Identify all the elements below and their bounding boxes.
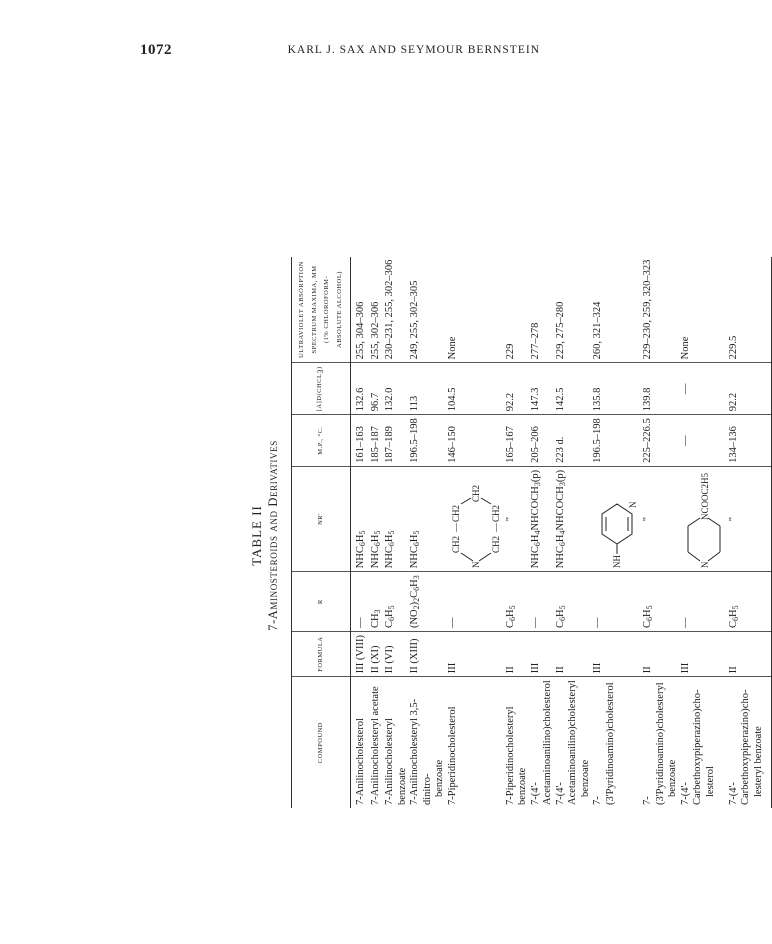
uv-cell: None [680, 257, 728, 363]
mp-cell: 225–226.5 [642, 415, 680, 467]
table-row [505, 257, 530, 808]
table-row [530, 257, 555, 808]
compound-name: 7-Piperidinocholesteryl benzoate [504, 706, 528, 805]
alpha-cell: 132.6 [351, 363, 370, 415]
compound-name-continued: benzoate [579, 759, 591, 797]
mp-cell: — [680, 415, 728, 467]
column-header: R [292, 572, 351, 632]
table-row [728, 257, 772, 808]
uv-cell: 229 [505, 257, 530, 363]
column-header: NR' [292, 466, 351, 571]
r-cell: — [351, 572, 370, 632]
mp-cell: 134–136 [728, 415, 772, 467]
nr-cell: $NHC_6H_4NHCOCH_3(p)$ [530, 466, 555, 571]
alpha-cell: 113 [409, 363, 447, 415]
table-row [370, 257, 385, 808]
ring-atom-n: N [628, 501, 638, 509]
formula-cell: III (VIII) [351, 632, 370, 677]
page-number: 1072 [140, 42, 172, 58]
compound-name: 7-(4'-Carbethoxypiperazino)cho- [679, 689, 703, 805]
uv-cell: 230–231, 255, 302–306 [384, 257, 409, 363]
alpha-cell: 92.2 [728, 363, 772, 415]
nr-cell: " [642, 466, 680, 571]
compound-name: 7-(4'-Carbethoxypiperazino)cho- [727, 689, 751, 805]
formula-cell: II [728, 632, 772, 677]
table-title: 7-Aminosteroids and Derivatives [266, 440, 280, 631]
alpha-cell: 139.8 [642, 363, 680, 415]
page-header [140, 42, 540, 64]
r-cell: — [680, 572, 728, 632]
compound-name: 7-(3'Pyridinoamino)cholesteryl [642, 682, 666, 805]
r-cell: $C_6H_5$ [505, 572, 530, 632]
piperidine-ring-structure [449, 478, 503, 568]
r-cell: — [530, 572, 555, 632]
ring-atom-n: N [699, 561, 710, 569]
formula-cell: III [592, 632, 642, 677]
uv-cell: 277–278 [530, 257, 555, 363]
compound-name: 7-Anilinocholesteryl acetate [369, 686, 381, 805]
column-header: FORMULA [292, 632, 351, 677]
compound-name-continued: lesteryl benzoate [752, 726, 764, 797]
mp-cell: 223 d. [555, 415, 593, 467]
mp-cell: 205–206 [530, 415, 555, 467]
compound-name: 7-(3'Pyridinoamino)cholesterol [592, 682, 616, 805]
running-head: KARL J. SAX AND SEYMOUR BERNSTEIN [287, 44, 540, 56]
column-header: ULTRAVIOLET ABSORPTION SPECTRUM MAXIMA, MΜ (1% CHLOROFORM-ABSOLUTE ALCOHOL) [292, 257, 351, 363]
compound-name-continued: benzoate [667, 759, 678, 797]
ring-atom-nh: NH [612, 555, 622, 569]
mp-cell: 187–189 [384, 415, 409, 467]
mp-cell: 161–163 [351, 415, 370, 467]
pyridine-ring-structure [594, 488, 640, 568]
formula-cell: II [505, 632, 530, 677]
alpha-cell: — [680, 363, 728, 415]
nr-cell: $NHC_6H_5$ [351, 466, 370, 571]
ring-atom-ch2: CH2 [490, 505, 501, 523]
ring-substituent: NCOOC2H5 [699, 473, 710, 521]
r-cell: — [447, 572, 505, 632]
column-header: M.P., °C. [292, 415, 351, 467]
ring-atom-ch2: CH2 [490, 536, 501, 554]
alpha-cell: 96.7 [370, 363, 385, 415]
alpha-cell: 132.0 [384, 363, 409, 415]
compound-name: 7-(4'-Acetaminoanilino)cholesterol [529, 680, 553, 805]
table-row [642, 257, 680, 808]
table-number: TABLE II [249, 505, 264, 566]
formula-cell: III [680, 632, 728, 677]
r-cell: $(NO_2)_2C_6H_3$ [409, 572, 447, 632]
data-table [291, 257, 772, 808]
ring-atom-ch2: CH2 [450, 536, 461, 554]
r-cell: $C_6H_5$ [555, 572, 593, 632]
nr-cell [447, 466, 505, 571]
alpha-cell: 142.5 [555, 363, 593, 415]
ring-atom-n: N [470, 561, 481, 569]
formula-cell: II [555, 632, 593, 677]
mp-cell: 185–187 [370, 415, 385, 467]
uv-cell: 255, 302–306 [370, 257, 385, 363]
table-row [555, 257, 593, 808]
uv-cell: 229, 275–280 [555, 257, 593, 363]
table-row [680, 257, 728, 808]
uv-cell: 255, 304–306 [351, 257, 370, 363]
nr-cell: $NHC_6H_4NHCOCH_3(p)$ [555, 466, 593, 571]
nr-cell: $NHC_6H_5$ [384, 466, 409, 571]
nr-cell [680, 466, 728, 571]
r-cell: $C_6H_5$ [384, 572, 409, 632]
formula-cell: II (XIII) [409, 632, 447, 677]
nr-cell: $NHC_6H_5$ [370, 466, 385, 571]
piperazine-ring-structure [682, 473, 726, 569]
table-row [447, 257, 505, 808]
formula-cell: II [642, 632, 680, 677]
table-row [409, 257, 447, 808]
formula-cell: III [447, 632, 505, 677]
r-cell: $C_6H_5$ [728, 572, 772, 632]
column-header: COMPOUND [292, 677, 351, 808]
nr-cell: " [728, 466, 772, 571]
table-row [351, 257, 370, 808]
ring-atom-ch2: CH2 [450, 505, 461, 523]
table-row [384, 257, 409, 808]
compound-name: 7-(4'-Acetaminoanilino)cholesteryl [554, 680, 578, 805]
ring-bond: — [450, 523, 461, 533]
r-cell: $CH_3$ [370, 572, 385, 632]
uv-cell: None [447, 257, 505, 363]
alpha-cell: 92.2 [505, 363, 530, 415]
compound-name-continued: lesterol [704, 766, 716, 797]
compound-name: 7-Piperidinocholesterol [446, 706, 458, 805]
formula-cell: II (XI) [370, 632, 385, 677]
compound-name: 7-Anilinocholesterol [355, 718, 366, 805]
mp-cell: 196.5–198 [592, 415, 642, 467]
formula-cell: III [530, 632, 555, 677]
r-cell: — [592, 572, 642, 632]
alpha-cell: 135.8 [592, 363, 642, 415]
compound-name: 7-Anilinocholesteryl benzoate [384, 718, 408, 805]
alpha-cell: 147.3 [530, 363, 555, 415]
formula-cell: II (VI) [384, 632, 409, 677]
mp-cell: 196.5–198 [409, 415, 447, 467]
nr-cell: $NHC_6H_5$ [409, 466, 447, 571]
uv-cell: 260, 321–324 [592, 257, 642, 363]
table-row [592, 257, 642, 808]
alpha-cell: 104.5 [447, 363, 505, 415]
uv-cell: 249, 255, 302–305 [409, 257, 447, 363]
column-header: [Α]D(CHCL3) [292, 363, 351, 415]
mp-cell: 146–150 [447, 415, 505, 467]
table-header-row [292, 257, 351, 808]
ring-atom-ch2: CH2 [470, 485, 481, 503]
r-cell: $C_6H_5$ [642, 572, 680, 632]
mp-cell: 165–167 [505, 415, 530, 467]
uv-cell: 229.5 [728, 257, 772, 363]
compound-name-continued: benzoate [434, 759, 445, 797]
rotated-table-block [249, 259, 764, 808]
compound-name: 7-Anilinocholesteryl 3,5-dinitro- [409, 698, 433, 805]
uv-cell: 229–230, 259, 320–323 [642, 257, 680, 363]
ring-bond: — [490, 523, 501, 533]
nr-cell [592, 466, 642, 571]
nr-cell: " [505, 466, 530, 571]
